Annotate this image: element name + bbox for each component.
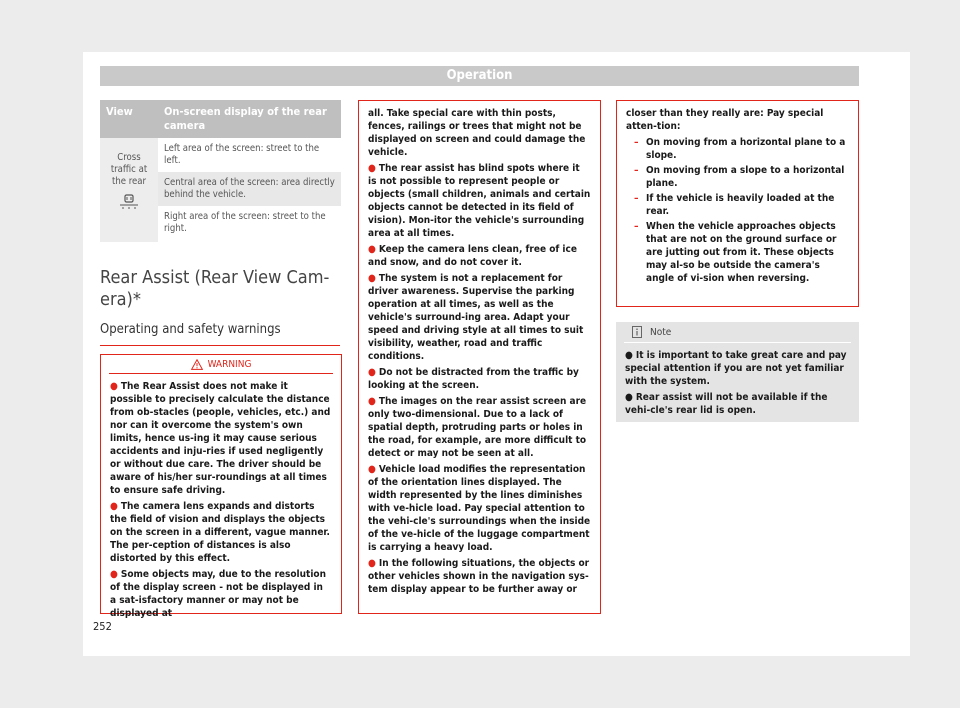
camera-view-table — [100, 100, 341, 242]
warning-box-col1 — [100, 354, 342, 619]
bullet-icon: ● — [368, 244, 376, 255]
table-cell-right: Right area of the screen: street to the right. — [158, 206, 341, 242]
warning-item: ● Keep the camera lens clean, free of ice and snow, and do not cover it. — [368, 244, 577, 268]
bullet-icon: ● — [625, 350, 633, 361]
dash-item: – If the vehicle is heavily loaded at the rear. — [634, 193, 835, 217]
page-header: Operation — [100, 66, 859, 86]
section-subtitle: Operating and safety warnings — [100, 322, 340, 346]
warning-item: ● Do not be distracted from the traffic by looking at the screen. — [368, 367, 579, 391]
dash-item: – On moving from a slope to a horizontal plane. — [634, 165, 845, 189]
table-cell-left: Left area of the screen: street to the left. — [158, 138, 341, 172]
bullet-icon: ● — [368, 273, 376, 284]
warning-item: ● Some objects may, due to the resolution of the display screen - not be displayed in a sat-isfactory manner or may not be displayed at — [110, 569, 327, 619]
note-item: ● It is important to take great care and pay special attention if you are not yet familiar with the system. — [625, 350, 847, 387]
table-cell-center: Central area of the screen: area directly behind the vehicle. — [158, 172, 341, 206]
warning-item: ● The rear assist has blind spots where it is not possible to represent people or objects (small children, animals and certain objects cannot be detected in its field of vision). Mon-itor the vehicle's surrounding area at all times. — [368, 163, 591, 239]
table-header-view: View — [100, 100, 158, 138]
warning-continued-text: all. Take special care with thin posts, fences, railings or trees that might not be displayed on screen and could damage the vehicle. — [368, 108, 586, 158]
warning-item: ● The camera lens expands and distorts the field of vision and displays the objects on the screen in a different, vague manner. The per-ception of distances is also distorted by this effect. — [110, 501, 330, 564]
bullet-icon: ● — [625, 392, 633, 403]
bullet-icon: ● — [110, 381, 118, 392]
warning-box-col2 — [358, 100, 601, 614]
bullet-icon: ● — [368, 558, 376, 569]
warning-triangle-icon — [191, 359, 203, 370]
rear-cross-traffic-camera-icon — [119, 194, 139, 210]
warning-item: ● Vehicle load modifies the representation of the orientation lines displayed. The width represented by the lines diminishes with ve-hicle load. Pay special attention to the vehi-cle's surroundings when the inside of the ve-hicle of the luggage compartment is carrying a heavy load. — [368, 464, 591, 553]
page-number: 252 — [93, 620, 112, 633]
note-box — [616, 322, 859, 422]
table-row — [100, 138, 341, 172]
bullet-icon: ● — [368, 367, 376, 378]
section-title: Rear Assist (Rear View Cam-era)* — [100, 267, 330, 310]
warning-item: ● The images on the rear assist screen are only two-dimensional. Due to a lack of spatial depth, protruding parts or holes in the road, for example, are more difficult to detect or may not be seen at all. — [368, 396, 587, 459]
warning-header — [109, 355, 333, 374]
warning-item: ● The system is not a replacement for driver awareness. Supervise the parking operation at all times, as well as the vehicle's surround-ing area. Adapt your speed and driving style at all times to suit visibility, weather, road and traffic conditions. — [368, 273, 584, 362]
bullet-icon: ● — [368, 163, 376, 174]
note-item: ● Rear assist will not be available if the vehi-cle's rear lid is open. — [625, 392, 828, 416]
bullet-icon: ● — [368, 396, 376, 407]
bullet-icon: ● — [110, 501, 118, 512]
warning-box-col3 — [616, 100, 859, 307]
info-icon — [632, 326, 642, 338]
dash-item: – On moving from a horizontal plane to a slope. — [634, 137, 846, 161]
warning-continued-text: closer than they really are: Pay special atten-tion: — [626, 108, 824, 132]
dash-item: – When the vehicle approaches objects that are not on the ground surface or are jutting out from it. These objects may al-so be outside the camera's angle of vi-sion when reversing. — [634, 221, 837, 284]
view-label: Cross traffic at the rear — [110, 152, 148, 187]
note-label: Note — [650, 326, 672, 338]
warning-item: ● In the following situations, the objects or other vehicles shown in the navigation sys-tem display appear to be further away or — [368, 558, 590, 595]
warning-item: ● The Rear Assist does not make it possible to precisely calculate the distance from ob-stacles (people, vehicles, etc.) and nor can it overcome the system's own limits, hence us-ing it may cause serious accidents and inju-ries if used negligently or without due care. The driver should be aware of his/her sur-roundings at all times to ensure safe driving. — [110, 381, 331, 496]
table-header-display: On-screen display of the rear camera — [158, 100, 341, 138]
warning-label: WARNING — [207, 358, 252, 370]
bullet-icon: ● — [368, 464, 376, 475]
note-header — [624, 322, 851, 343]
bullet-icon: ● — [110, 569, 118, 580]
view-cell — [100, 138, 158, 242]
